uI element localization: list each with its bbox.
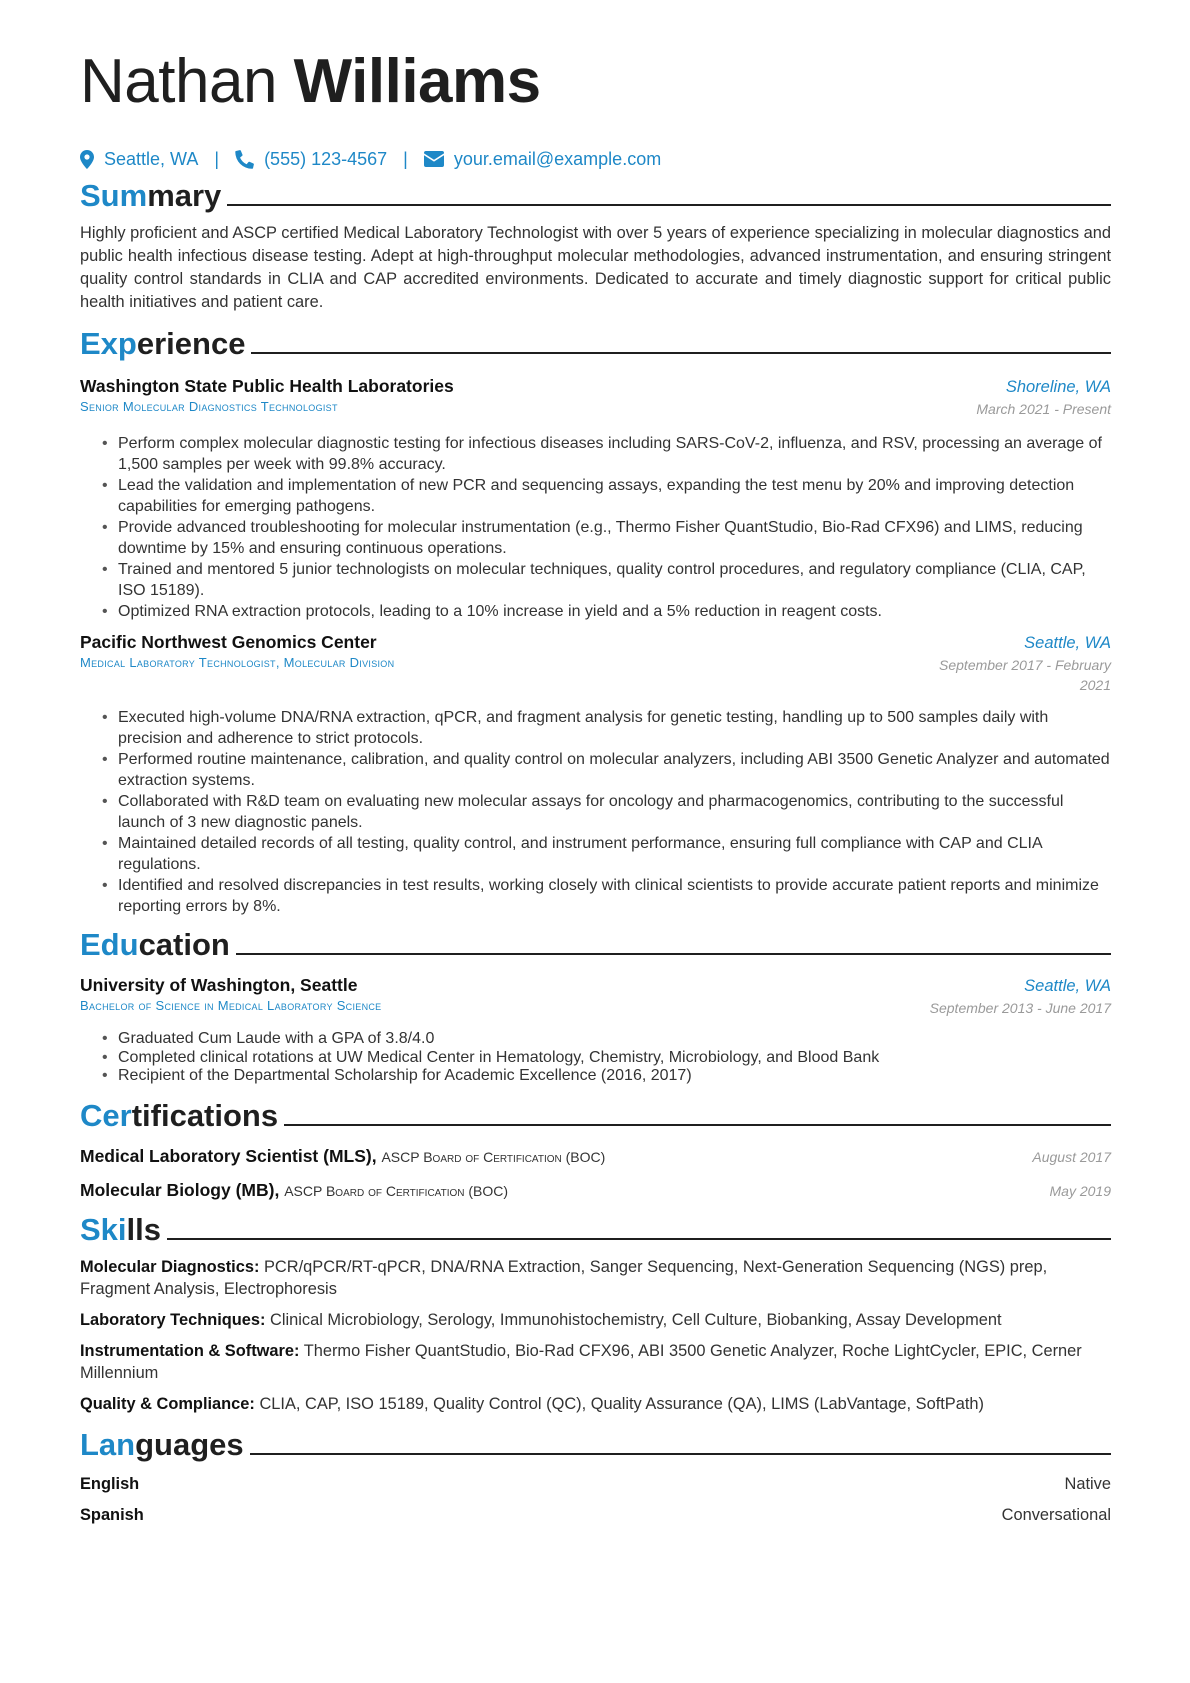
job-title: Medical Laboratory Technologist, Molecular Division (80, 655, 395, 670)
skills-heading (80, 1210, 1111, 1250)
section-title: Skills (80, 1211, 161, 1247)
employer-name: Pacific Northwest Genomics Center (80, 632, 377, 652)
list-item: • Identified and resolved discrepancies in test results, working closely with clinical scientists to provide accurate patient reports and minimize reporting errors by 8%. (102, 875, 1111, 917)
school-name: University of Washington, Seattle (80, 975, 358, 995)
contact-separator: | (403, 148, 408, 169)
job-location: Seattle, WA (1024, 634, 1111, 652)
section-divider (250, 1453, 1111, 1455)
phone-icon (235, 150, 254, 169)
certification-date: May 2019 (1049, 1182, 1111, 1199)
section-divider (167, 1238, 1111, 1240)
list-item: • Collaborated with R&D team on evaluating new molecular assays for oncology and pharmacogenomics, contributing to the successful launch of 3 new diagnostic panels. (102, 791, 1111, 833)
experience-entry (80, 376, 1111, 622)
experience-entry (80, 632, 1111, 917)
contact-location (80, 149, 198, 170)
language-row (80, 1504, 1111, 1526)
job-dates: September 2017 - February 2021 (939, 657, 1111, 693)
skill-category: Quality & Compliance: (80, 1394, 255, 1413)
school-location: Seattle, WA (1024, 977, 1111, 995)
language-row (80, 1473, 1111, 1495)
degree-title: Bachelor of Science in Medical Laboratory Science (80, 998, 382, 1013)
section-title: Education (80, 927, 230, 962)
job-bullets (80, 707, 1111, 917)
map-pin-icon (80, 150, 94, 169)
contact-bar (80, 144, 1111, 174)
education-dates: September 2013 - June 2017 (929, 1000, 1111, 1016)
certification-date: August 2017 (1032, 1148, 1111, 1165)
list-item: • Perform complex molecular diagnostic testing for infectious diseases including SARS-CoV-2, influenza, and RSV, processing an average of 1,500 samples per week with 99.8% accuracy. (102, 433, 1111, 475)
skill-row (80, 1393, 1111, 1415)
section-title: Summary (80, 178, 222, 213)
summary-heading (80, 176, 1111, 216)
education-bullets (80, 1030, 1111, 1086)
language-name: Spanish (80, 1505, 144, 1524)
phone-text[interactable]: (555) 123-4567 (264, 148, 388, 169)
section-divider (284, 1124, 1111, 1126)
list-item: • Provide advanced troubleshooting for molecular instrumentation (e.g., Thermo Fisher QuantStudio, Bio-Rad CFX96) and LIMS, reducing downtime by 15% and ensuring continuous operations. (102, 517, 1111, 559)
section-divider (227, 204, 1111, 206)
skill-row (80, 1256, 1111, 1300)
job-bullets (80, 433, 1111, 622)
section-title: Certifications (80, 1097, 279, 1133)
experience-heading (80, 324, 1111, 364)
language-level: Conversational (1001, 1505, 1111, 1524)
list-item: • Lead the validation and implementation of new PCR and sequencing assays, expanding the test menu by 20% and improving detection capabilities for emerging pathogens. (102, 475, 1111, 517)
email-link[interactable]: your.email@example.com (453, 148, 662, 169)
summary-text: Highly proficient and ASCP certified Medical Laboratory Technologist with over 5 years of experience specializing in molecular diagnostics and public health infectious disease testing. Adept at high-throughput molecular methodologies, advanced instrumentation, and ensuring stringent quality control standards in CLIA and CAP accredited environments. Dedicated to accurate and timely diagnostic support for critical public health initiatives and patient care. (80, 224, 1111, 311)
first-name: Nathan (80, 47, 277, 116)
skill-row (80, 1309, 1111, 1331)
job-location: Shoreline, WA (1005, 378, 1111, 396)
section-title: Languages (80, 1426, 244, 1462)
education-heading (80, 925, 1111, 965)
location-text: Seattle, WA (104, 148, 199, 169)
section-title: Experience (80, 326, 246, 361)
skill-category: Instrumentation & Software: (80, 1341, 300, 1360)
certification-name: Molecular Biology (MB) (80, 1179, 275, 1200)
skill-category: Laboratory Techniques: (80, 1310, 266, 1329)
skill-values: PCR/qPCR/RT-qPCR, DNA/RNA Extraction, Sanger Sequencing, Next-Generation Sequencing (NGS) prep, Fragment Analysis, Electrophoresis (80, 1257, 1048, 1298)
certification-item: Molecular Biology (MB), ASCP Board of Certification (BOC) May 2019 (80, 1179, 1111, 1200)
skill-values: Clinical Microbiology, Serology, Immunohistochemistry, Cell Culture, Biobanking, Assay Development (270, 1310, 1002, 1329)
list-item: • Recipient of the Departmental Scholarship for Academic Excellence (2016, 2017) (102, 1067, 1111, 1086)
list-item: • Optimized RNA extraction protocols, leading to a 10% increase in yield and a 5% reduction in reagent costs. (102, 601, 1111, 622)
last-name: Williams (293, 47, 541, 116)
section-divider (236, 953, 1111, 955)
list-item: • Trained and mentored 5 junior technologists on molecular techniques, quality control procedures, and regulatory compliance (CLIA, CAP, ISO 15189). (102, 559, 1111, 601)
certification-issuer: ASCP Board of Certification (BOC) (284, 1182, 509, 1199)
skill-category: Molecular Diagnostics: (80, 1257, 260, 1276)
certification-item: Medical Laboratory Scientist (MLS), ASCP Board of Certification (BOC) August 2017 (80, 1145, 1111, 1166)
skill-row (80, 1340, 1111, 1384)
candidate-name (80, 0, 1111, 122)
certification-issuer: ASCP Board of Certification (BOC) (381, 1148, 606, 1165)
languages-heading (80, 1425, 1111, 1465)
list-item: • Performed routine maintenance, calibration, and quality control on molecular analyzers, including ABI 3500 Genetic Analyzer and automated extraction systems. (102, 749, 1111, 791)
section-divider (251, 352, 1111, 354)
list-item: • Maintained detailed records of all testing, quality control, and instrument performance, ensuring full compliance with CAP and CLIA regulations. (102, 833, 1111, 875)
language-name: English (80, 1474, 140, 1493)
list-item: • Executed high-volume DNA/RNA extraction, qPCR, and fragment analysis for genetic testing, handling up to 500 samples daily with precision and adherence to strict protocols. (102, 707, 1111, 749)
education-entry (80, 975, 1111, 1086)
list-item: • Graduated Cum Laude with a GPA of 3.8/4.0 (102, 1030, 1111, 1049)
job-dates: March 2021 - Present (976, 401, 1111, 417)
envelope-icon (424, 151, 444, 167)
employer-name: Washington State Public Health Laboratories (80, 376, 454, 396)
certification-name: Medical Laboratory Scientist (MLS) (80, 1145, 372, 1166)
list-item: • Completed clinical rotations at UW Medical Center in Hematology, Chemistry, Microbiology, and Blood Bank (102, 1049, 1111, 1068)
language-level: Native (1064, 1474, 1111, 1493)
certifications-heading (80, 1096, 1111, 1136)
contact-separator: | (214, 148, 220, 169)
skill-values: Thermo Fisher QuantStudio, Bio-Rad CFX96, ABI 3500 Genetic Analyzer, Roche LightCycler, EPIC, Cerner Millennium (80, 1341, 1082, 1382)
contact-email[interactable] (424, 149, 661, 170)
skill-values: CLIA, CAP, ISO 15189, Quality Control (QC), Quality Assurance (QA), LIMS (LabVantage, SoftPath) (259, 1394, 984, 1413)
job-title: Senior Molecular Diagnostics Technologist (80, 399, 338, 414)
contact-phone[interactable] (235, 149, 387, 170)
